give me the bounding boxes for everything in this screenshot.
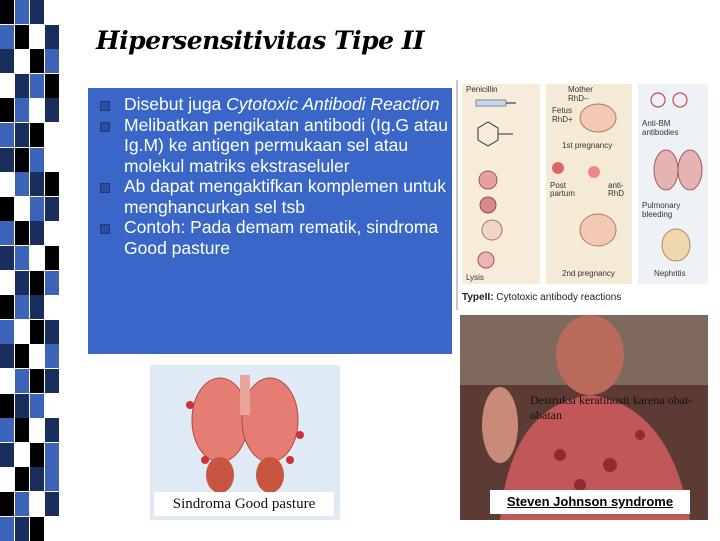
strip-cell [45,492,59,516]
strip-cell [30,344,44,368]
strip-cell [15,344,29,368]
strip-cell [45,49,59,73]
figure-caption: TypeII: Cytotoxic antibody reactions [462,292,622,303]
strip-cell [45,148,59,172]
strip-cell [30,172,44,196]
strip-cell [30,74,44,98]
strip-cell [30,467,44,491]
label-fetus: Fetus [552,106,573,115]
label-rhd-neg: RhD– [568,94,589,103]
strip-cell [45,418,59,442]
decorative-checker-strip [0,0,62,540]
kidney-icon [662,229,690,261]
label-post: Post [550,181,567,190]
strip-cell [45,467,59,491]
strip-cell [30,394,44,418]
patient-caption: Steven Johnson syndrome [490,490,690,514]
strip-cell [0,172,14,196]
strip-cell [45,271,59,295]
red-cell-icon [480,197,496,213]
strip-cell [0,197,14,221]
strip-cell [0,25,14,49]
bullet-marker-icon [100,224,110,234]
strip-cell [15,148,29,172]
strip-cell [0,271,14,295]
strip-cell [45,123,59,147]
strip-cell [15,0,29,24]
label-bleeding: bleeding [642,210,673,219]
lysed-cell-icon [478,252,494,268]
label-lysis: Lysis [466,273,484,282]
strip-cell [15,467,29,491]
label-penicillin: Penicillin [466,85,498,94]
strip-cell [30,492,44,516]
strip-cell [45,517,59,541]
strip-cell [45,74,59,98]
reaction-diagram [458,80,712,290]
label-anti: anti- [608,181,624,190]
label-rhd: RhD [608,189,625,198]
strip-cell [30,246,44,270]
strip-cell [0,344,14,368]
strip-cell [30,295,44,319]
strip-cell [0,0,14,24]
strip-cell [30,98,44,122]
strip-cell [0,49,14,73]
strip-cell [0,320,14,344]
patient-note: Destruksi keratinosit karena obat-obatan [530,393,693,422]
pregnant-uterus-icon [580,104,616,132]
label-first-pregnancy: 1st pregnancy [562,141,613,150]
strip-cell [30,148,44,172]
fetal-cell-icon [588,166,600,178]
strip-cell [0,221,14,245]
strip-cell [15,25,29,49]
strip-cell [15,221,29,245]
bullet-marker-icon [100,101,110,111]
strip-cell [15,98,29,122]
strip-cell [15,394,29,418]
strip-cell [45,295,59,319]
strip-cell [15,443,29,467]
strip-cell [0,148,14,172]
strip-cell [45,98,59,122]
red-cell-icon [479,171,497,189]
strip-cell [0,123,14,147]
strip-cell [15,74,29,98]
strip-cell [15,517,29,541]
strip-cell [15,492,29,516]
strip-cell [45,320,59,344]
bullet-marker-icon [100,183,110,193]
bullet-item: Disebut juga Cytotoxic Antibodi Reaction [98,94,448,115]
fetal-cell-icon [552,162,564,174]
strip-cell [30,49,44,73]
strip-cell [45,443,59,467]
label-rhd-pos: RhD+ [552,115,573,124]
strip-cell [15,197,29,221]
label-pulmonary: Pulmonary [642,201,681,210]
strip-cell [0,74,14,98]
strip-cell [15,295,29,319]
strip-cell [45,0,59,24]
strip-cell [45,394,59,418]
label-mother: Mother [568,85,593,94]
strip-cell [15,49,29,73]
label-partum: partum [550,189,575,198]
strip-cell [45,246,59,270]
strip-cell [45,25,59,49]
bullet-list [98,94,448,258]
strip-cell [15,271,29,295]
label-second-pregnancy: 2nd pregnancy [562,269,615,278]
strip-cell [15,172,29,196]
strip-cell [30,25,44,49]
bullet-marker-icon [100,122,110,132]
label-nephritis: Nephritis [654,269,686,278]
strip-cell [0,394,14,418]
strip-cell [30,369,44,393]
strip-cell [0,443,14,467]
strip-cell [15,418,29,442]
strip-cell [15,123,29,147]
strip-cell [15,320,29,344]
strip-cell [45,221,59,245]
macrophage-icon [482,220,502,240]
strip-cell [45,369,59,393]
bullet-item: Melibatkan pengikatan antibodi (Ig.G atau Ig.M) ke antigen permukaan sel atau molekul matriks ekstraseluler [98,115,448,177]
strip-cell [30,418,44,442]
strip-cell [30,271,44,295]
strip-cell [30,320,44,344]
strip-cell [30,197,44,221]
strip-cell [15,246,29,270]
strip-cell [0,246,14,270]
bullet-item: Ab dapat mengaktifkan komplemen untuk menghancurkan sel tsb [98,176,448,217]
strip-cell [30,123,44,147]
label-anti-bm: Anti-BM [642,119,671,128]
pregnant-uterus-icon [580,214,616,246]
bullet-item: Contoh: Pada demam rematik, sindroma Good pasture [98,217,448,258]
strip-cell [0,98,14,122]
lungs-caption: Sindroma Good pasture [154,492,334,516]
strip-cell [0,492,14,516]
slide-title: Hipersensitivitas Tipe II [96,26,425,55]
strip-cell [45,344,59,368]
strip-cell [0,369,14,393]
strip-cell [30,443,44,467]
strip-cell [45,197,59,221]
strip-cell [0,295,14,319]
strip-cell [0,467,14,491]
strip-cell [0,418,14,442]
label-antibodies: antibodies [642,128,679,137]
strip-cell [30,221,44,245]
strip-cell [0,517,14,541]
strip-cell [15,369,29,393]
strip-cell [45,172,59,196]
type2-reaction-figure [456,80,712,310]
strip-cell [30,517,44,541]
strip-cell [30,0,44,24]
